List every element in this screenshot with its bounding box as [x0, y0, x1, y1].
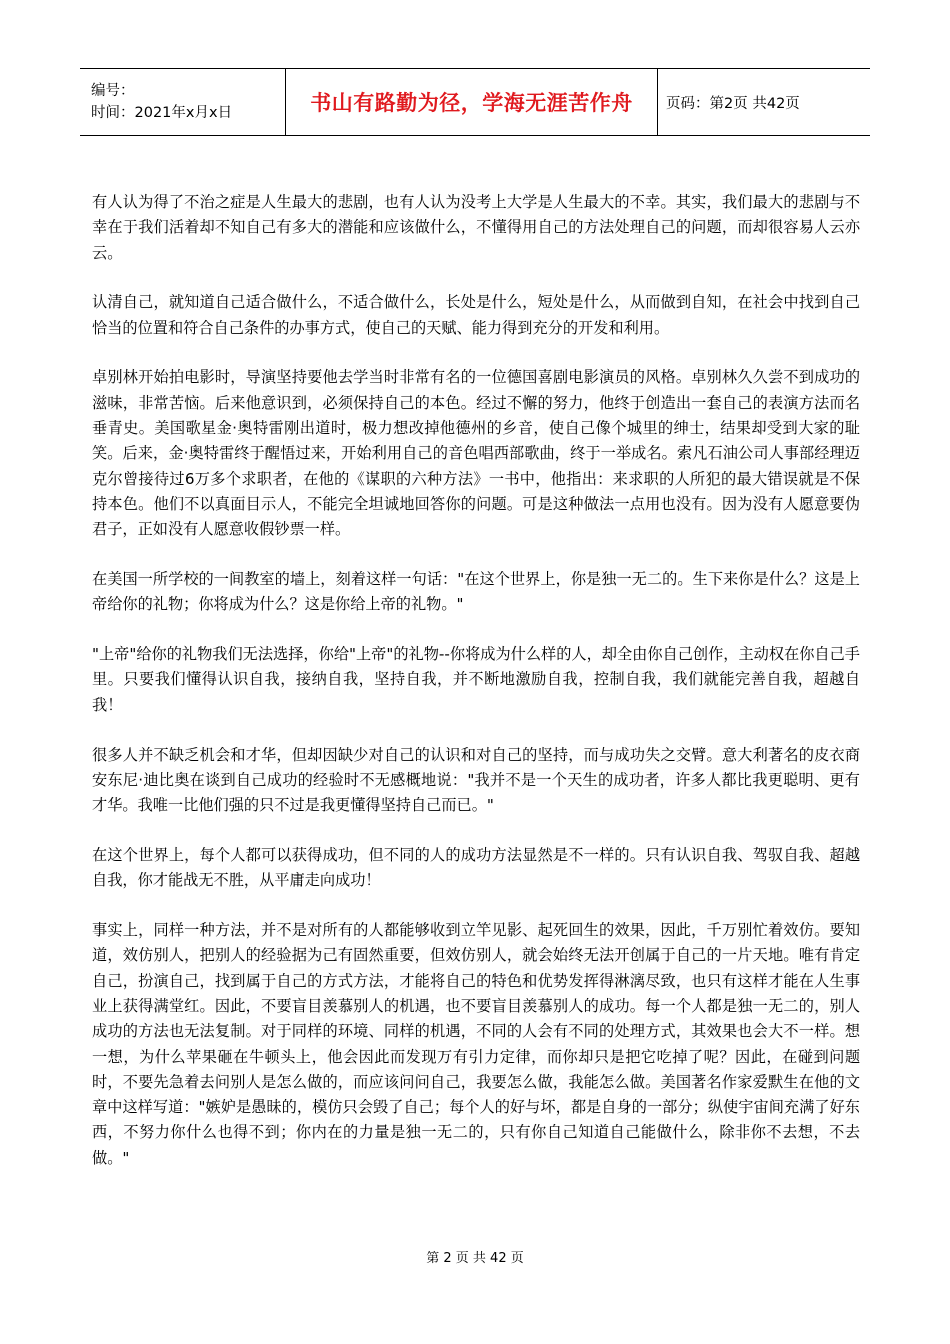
paragraph: "上帝"给你的礼物我们无法选择，你给"上帝"的礼物--你将成为什么样的人，却全由你自己创作，主动权在你自己手里。只要我们懂得认识自我，接纳自我，坚持自我，并不断地激励自我，控制自我，我们就能完善自我，超越自我！ [92, 645, 860, 714]
article-body [92, 190, 860, 1196]
paragraph: 卓别林开始拍电影时，导演坚持要他去学当时非常有名的一位德国喜剧电影演员的风格。卓别林久久尝不到成功的滋味，非常苦恼。后来他意识到，必须保持自己的本色。经过不懈的努力，他终于创造出一套自己的表演方法而名垂青史。美国歌星金·奥特雷刚出道时，极力想改掉他德州的乡音，使自己像个城里的绅士，结果却受到大家的耻笑。后来，金·奥特雷终于醒悟过来，开始利用自己的音色唱西部歌曲，终于一举成名。索凡石油公司人事部经理迈克尔曾接待过6万多个求职者，在他的《谋职的六种方法》一书中，他指出：来求职的人所犯的最大错误就是不保持本色。他们不以真面目示人，不能完全坦诚地回答你的问题。可是这种做法一点用也没有。因为没有人愿意要伪君子，正如没有人愿意收假钞票一样。 [92, 368, 860, 539]
header-motto-cell [285, 69, 658, 135]
paragraph: 很多人并不缺乏机会和才华，但却因缺少对自己的认识和对自己的坚持，而与成功失之交臂。意大利著名的皮衣商安东尼·迪比奥在谈到自己成功的经验时不无感概地说："我并不是一个天生的成功者，许多人都比我更聪明、更有才华。我唯一比他们强的只不过是我更懂得坚持自己而已。" [92, 745, 860, 815]
page-total: 42 [766, 95, 786, 112]
header-motto: 书山有路勤为径，学海无涯苦作舟 [310, 91, 633, 115]
page-header [80, 68, 870, 136]
page-suffix: 页 [785, 95, 800, 112]
header-page-info [658, 69, 870, 135]
paragraph: 认清自己，就知道自己适合做什么，不适合做什么，长处是什么，短处是什么，从而做到自知，在社会中找到自己恰当的位置和符合自己条件的办事方式，使自己的天赋、能力得到充分的开发和利用。 [92, 293, 860, 337]
doc-date: 时间：2021年x月x日 [91, 105, 233, 121]
footer-page-number: 第 2 页 共 42 页 [426, 1251, 524, 1266]
paragraph: 在这个世界上，每个人都可以获得成功，但不同的人的成功方法显然是不一样的。只有认识自我、驾驭自我、超越自我，你才能战无不胜，从平庸走向成功！ [92, 845, 860, 890]
doc-number-label: 编号： [91, 83, 135, 99]
page-footer [0, 1247, 950, 1266]
paragraph: 有人认为得了不治之症是人生最大的悲剧，也有人认为没考上大学是人生最大的不幸。其实，我们最大的悲剧与不幸在于我们活着却不知自己有多大的潜能和应该做什么，不懂得用自己的方法处理自己的问题，而却很容易人云亦云。 [92, 193, 860, 262]
paragraph: 事实上，同样一种方法，并不是对所有的人都能够收到立竿见影、起死回生的效果，因此，千万别忙着效仿。要知道，效仿别人，把别人的经验据为己有固然重要，但效仿别人，就会始终无法开创属于自己的一片天地。唯有肯定自己，扮演自己，找到属于自己的方式方法，才能将自己的特色和优势发挥得淋漓尽致，也只有这样才能在人生事业上获得满堂红。因此，不要盲目羡慕别人的机遇，也不要盲目羡慕别人的成功。每一个人都是独一无二的，别人成功的方法也无法复制。对于同样的环境、同样的机遇，不同的人会有不同的处理方式，其效果也会大不一样。想一想，为什么苹果砸在牛顿头上，他会因此而发现万有引力定律，而你却只是把它吃掉了呢？因此，在碰到问题时，不要先急着去问别人是怎么做的，而应该问问自己，我要怎么做，我能怎么做。美国著名作家爱默生在他的文章中这样写道："嫉妒是愚昧的，模仿只会毁了自己；每个人的好与坏，都是自身的一部分；纵使宇宙间充满了好东西，不努力你什么也得不到；你内在的力量是独一无二的，只有你自己知道自己能做什么，除非你不去想，不去做。" [92, 921, 860, 1167]
page-mid: 页 共 [733, 95, 767, 112]
paragraph: 在美国一所学校的一间教室的墙上，刻着这样一句话："在这个世界上，你是独一无二的。生下来你是什么？这是上帝给你的礼物；你将成为什么？这是你给上帝的礼物。" [92, 570, 860, 614]
page-current: 2 [724, 95, 734, 112]
page-number-row [666, 92, 870, 113]
page-label: 页码：第 [666, 95, 724, 112]
header-meta [80, 69, 285, 135]
